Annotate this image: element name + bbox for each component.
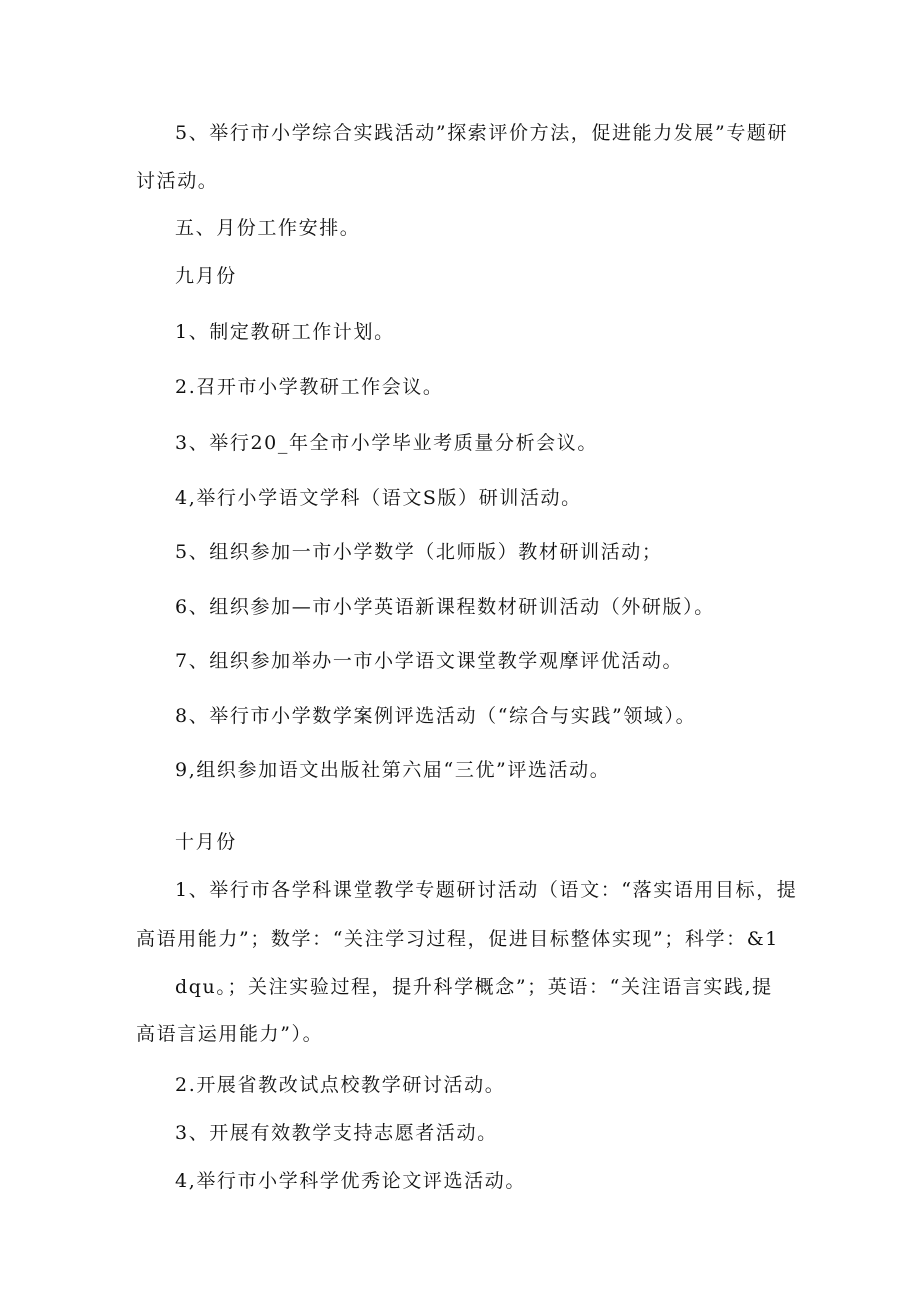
month-heading: 十月份 — [175, 831, 237, 853]
list-item: 8、举行市小学数学案例评选活动（“综合与实践”领域）。 — [175, 705, 697, 727]
paragraph-line: 讨活动。 — [136, 170, 219, 192]
list-item: 5、组织参加一市小学数学（北师版）教材研训活动； — [175, 541, 663, 563]
list-item: 4,举行市小学科学优秀论文评选活动。 — [175, 1170, 526, 1192]
list-item: 3、举行20_年全市小学毕业考质量分析会议。 — [175, 432, 598, 454]
paragraph-line: 5、举行市小学综合实践活动”探索评价方法，促进能力发展”专题研 — [175, 122, 789, 144]
list-item: 9,组织参加语文出版社第六届“三优”评选活动。 — [175, 759, 611, 781]
list-item: 4,举行小学语文学科（语文S版）研训活动。 — [175, 487, 582, 509]
list-item: 7、组织参加举办一市小学语文课堂教学观摩评优活动。 — [175, 650, 684, 672]
list-item: 3、开展有效教学支持志愿者活动。 — [175, 1122, 498, 1144]
paragraph-line: 高语言运用能力”）。 — [136, 1023, 324, 1045]
list-item: 2.开展省教改试点校教学研讨活动。 — [175, 1074, 506, 1096]
list-item: 2.召开市小学教研工作会议。 — [175, 376, 444, 398]
month-heading: 九月份 — [175, 265, 237, 287]
section-heading: 五、月份工作安排。 — [175, 217, 361, 239]
list-item: 1、制定教研工作计划。 — [175, 321, 395, 343]
list-item: 1、举行市各学科课堂教学专题研讨活动（语文：“落实语用目标，提 — [175, 879, 798, 901]
list-item: 6、组织参加—市小学英语新课程数材研训活动（外研版）。 — [175, 596, 715, 618]
paragraph-line: 高语用能力”；数学：“关注学习过程，促进目标整体实现”；科学：&1 — [136, 928, 779, 950]
paragraph-line: dqu。；关注实验过程，提升科学概念”；英语：“关注语言实践,提 — [175, 976, 773, 998]
